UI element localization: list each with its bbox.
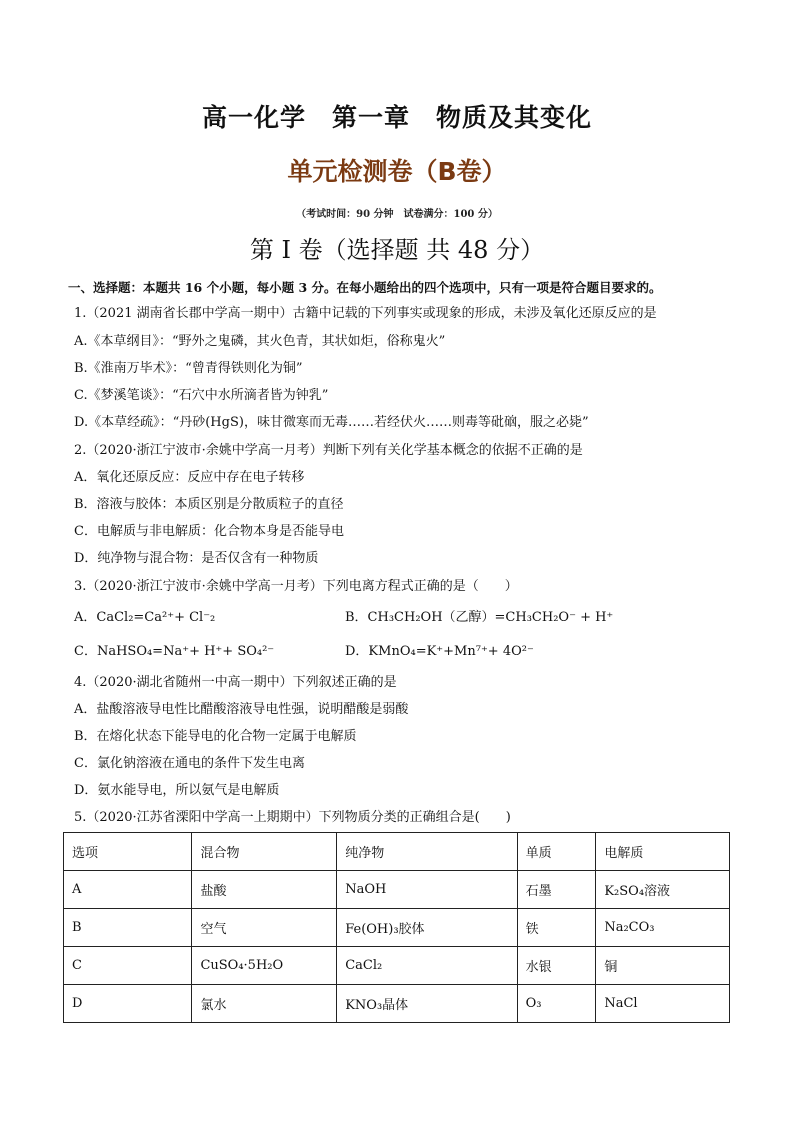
table-cell: 水银 xyxy=(517,947,596,985)
table-cell: 氯水 xyxy=(192,985,337,1023)
table-row xyxy=(64,947,730,985)
table-cell: 盐酸 xyxy=(192,871,337,909)
question-1-option-c: C.《梦溪笔谈》：“石穴中水所滴者皆为钟乳” xyxy=(74,388,329,403)
table-row xyxy=(64,909,730,947)
table-cell: O₃ xyxy=(517,985,596,1023)
question-1-option-d: D.《本草经疏》：“丹砂(HgS)，味甘微寒而无毒……若经伏火……则毒等砒硇，服之必毙” xyxy=(74,415,589,430)
question-1-option-a: A.《本草纲目》：“野外之鬼磷，其火色青，其状如炬，俗称鬼火” xyxy=(74,334,446,349)
classification-table xyxy=(63,832,730,1023)
question-1-stem: 1.（2021 湖南省长郡中学高一期中）古籍中记载的下列事实或现象的形成，未涉及氧化还原反应的是 xyxy=(74,306,657,321)
question-3-option-d: D．KMnO₄=K⁺+Mn⁷⁺+ 4O²⁻ xyxy=(345,644,534,659)
question-4-stem: 4.（2020·湖北省随州一中高一期中）下列叙述正确的是 xyxy=(74,675,397,690)
question-4-option-c: C．氯化钠溶液在通电的条件下发生电离 xyxy=(74,756,305,771)
page-subtitle: 单元检测卷（B卷） xyxy=(287,157,507,186)
table-row xyxy=(64,985,730,1023)
header-cell: 选项 xyxy=(64,833,192,871)
header-cell: 混合物 xyxy=(192,833,337,871)
table-row xyxy=(64,871,730,909)
question-3-option-a: A．CaCl₂=Ca²⁺+ Cl⁻₂ xyxy=(74,610,216,625)
table-cell: 空气 xyxy=(192,909,337,947)
question-4-option-d: D．氨水能导电，所以氨气是电解质 xyxy=(74,783,280,798)
header-cell: 纯净物 xyxy=(337,833,517,871)
question-4-option-a: A．盐酸溶液导电性比醋酸溶液导电性强，说明醋酸是弱酸 xyxy=(74,702,409,717)
question-2-option-d: D．纯净物与混合物：是否仅含有一种物质 xyxy=(74,551,319,566)
table-cell: Fe(OH)₃胶体 xyxy=(337,909,517,947)
question-2-option-b: B．溶液与胶体：本质区别是分散质粒子的直径 xyxy=(74,497,344,512)
table-cell: KNO₃晶体 xyxy=(337,985,517,1023)
table-header-row xyxy=(64,833,730,871)
table-cell: 石墨 xyxy=(517,871,596,909)
table-cell: NaOH xyxy=(337,871,517,909)
header-cell: 电解质 xyxy=(596,833,730,871)
table-cell: D xyxy=(64,985,192,1023)
table-cell: C xyxy=(64,947,192,985)
question-3-option-c: C．NaHSO₄=Na⁺+ H⁺+ SO₄²⁻ xyxy=(74,644,275,659)
page-title: 高一化学 第一章 物质及其变化 xyxy=(201,103,592,132)
question-4-option-b: B．在熔化状态下能导电的化合物一定属于电解质 xyxy=(74,729,357,744)
instructions: 一、选择题：本题共 16 个小题，每小题 3 分。在每小题给出的四个选项中，只有一项是符合题目要求的。 xyxy=(68,280,662,295)
question-3-option-b: B．CH₃CH₂OH（乙醇）=CH₃CH₂O⁻ + H⁺ xyxy=(345,610,614,625)
table-cell: 铜 xyxy=(596,947,730,985)
header-cell: 单质 xyxy=(517,833,596,871)
question-2-option-c: C．电解质与非电解质：化合物本身是否能导电 xyxy=(74,524,344,539)
section-title: 第 I 卷（选择题 共 48 分） xyxy=(249,236,545,264)
question-1-option-b: B.《淮南万毕术》：“曾青得铁则化为铜” xyxy=(74,361,303,376)
table-cell: A xyxy=(64,871,192,909)
question-2-stem: 2.（2020·浙江宁波市·余姚中学高一月考）判断下列有关化学基本概念的依据不正确的是 xyxy=(74,443,583,458)
table-cell: NaCl xyxy=(596,985,730,1023)
table-cell: Na₂CO₃ xyxy=(596,909,730,947)
table-cell: CaCl₂ xyxy=(337,947,517,985)
question-2-option-a: A．氧化还原反应：反应中存在电子转移 xyxy=(74,470,305,485)
exam-info: （考试时间：90 分钟 试卷满分：100 分） xyxy=(296,209,498,220)
question-5-stem: 5.（2020·江苏省溧阳中学高一上期期中）下列物质分类的正确组合是( ) xyxy=(74,810,511,825)
table-cell: B xyxy=(64,909,192,947)
question-3-stem: 3.（2020·浙江宁波市·余姚中学高一月考）下列电离方程式正确的是（ ） xyxy=(74,579,518,594)
table-cell: CuSO₄·5H₂O xyxy=(192,947,337,985)
table-cell: 铁 xyxy=(517,909,596,947)
table-cell: K₂SO₄溶液 xyxy=(596,871,730,909)
